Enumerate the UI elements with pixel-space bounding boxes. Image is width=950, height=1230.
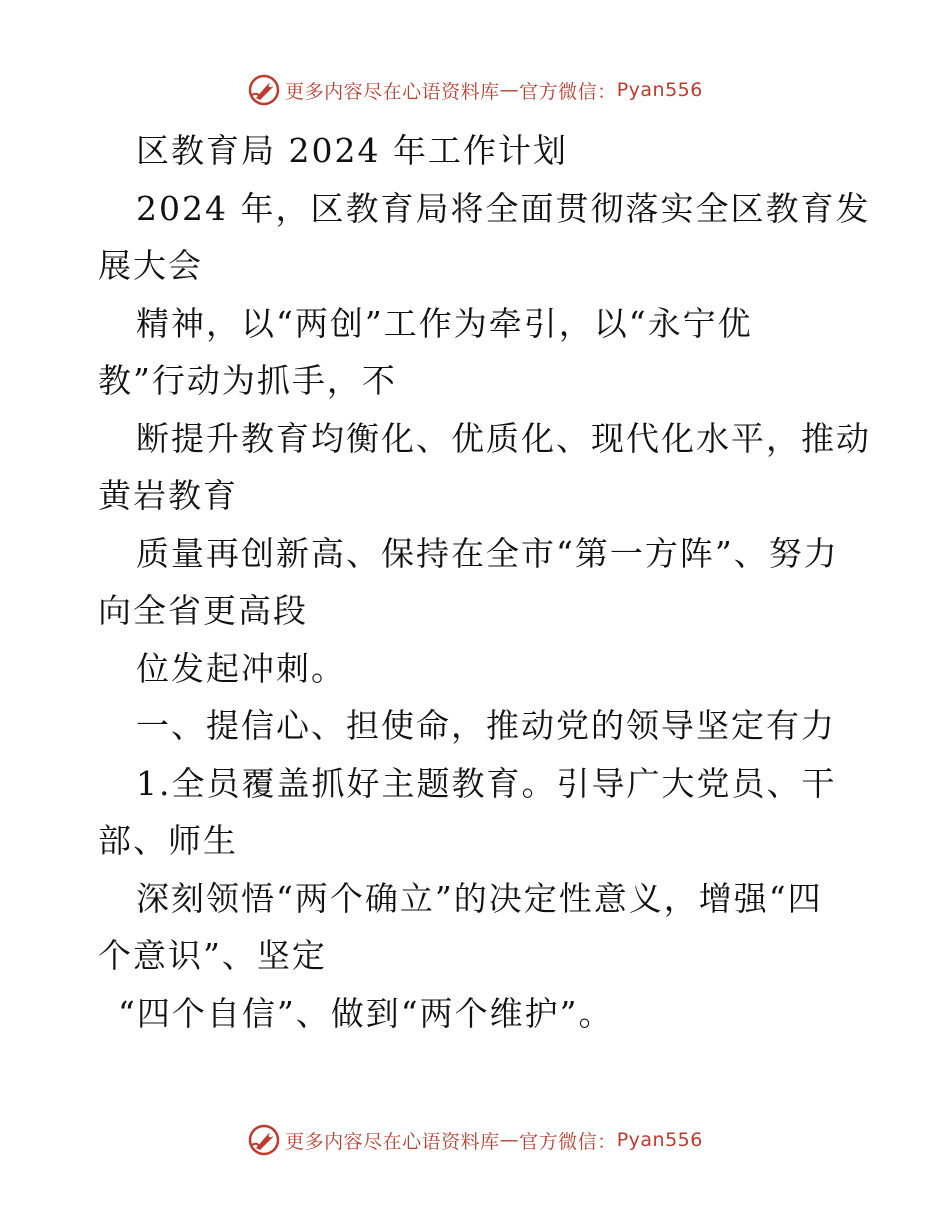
watermark-wechat-id: Pyan556 — [616, 79, 703, 101]
watermark-suffix-label: 官方微信： — [519, 80, 617, 103]
paragraph-line: 质量再创新高、保持在全市“第一方阵”、努力 — [136, 533, 839, 573]
pen-nib-logo-icon — [247, 73, 281, 107]
paragraph-line: 精神，以“两创”工作为牵引，以“永宁优 — [136, 303, 753, 343]
paragraph-line: 展大会 — [98, 246, 203, 285]
paragraph-line: 黄岩教育 — [98, 476, 238, 515]
paragraph-line: 位发起冲刺。 — [136, 648, 346, 688]
paragraph-line: 深刻领悟“两个确立”的决定性意义，增强“四 — [136, 878, 823, 918]
watermark-separator: — — [499, 1129, 520, 1151]
document-title: 区教育局 2024 年工作计划 — [136, 131, 568, 170]
footer-watermark — [0, 1120, 950, 1160]
header-watermark — [0, 70, 950, 110]
paragraph-line: 教”行动为抓手，不 — [98, 361, 397, 400]
paragraph-line: “四个自信”、做到“两个维护”。 — [118, 993, 614, 1033]
watermark-text: 更多内容尽在心语资料库 — [285, 80, 500, 103]
section-heading: 一、提信心、担使命，推动党的领导坚定有力 — [136, 706, 836, 745]
pen-nib-logo-icon — [247, 1123, 281, 1157]
watermark-text: 更多内容尽在心语资料库 — [285, 1130, 500, 1153]
document-body — [98, 122, 871, 1042]
paragraph-line: 1.全员覆盖抓好主题教育。引导广大党员、干 — [136, 763, 837, 803]
watermark-separator: — — [499, 79, 520, 101]
watermark-wechat-id: Pyan556 — [616, 1129, 703, 1151]
paragraph-line: 个意识”、坚定 — [98, 936, 327, 975]
watermark-suffix-label: 官方微信： — [519, 1130, 617, 1153]
paragraph-line: 2024 年，区教育局将全面贯彻落实全区教育发 — [136, 188, 871, 228]
paragraph-line: 向全省更高段 — [98, 591, 308, 630]
paragraph-line: 部、师生 — [98, 821, 238, 860]
paragraph-line: 断提升教育均衡化、优质化、现代化水平，推动 — [136, 418, 871, 458]
